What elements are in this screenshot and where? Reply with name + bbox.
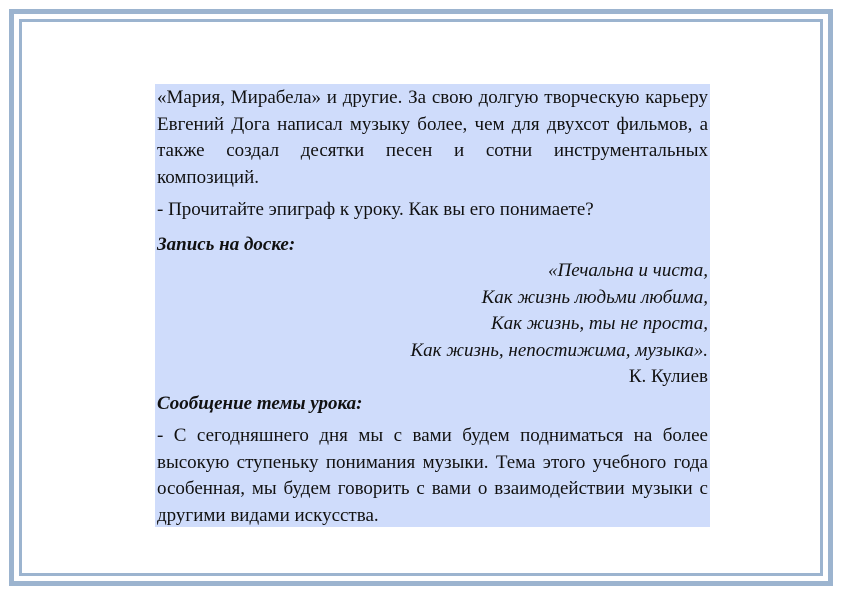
poem-line-3: Как жизнь, ты не проста, bbox=[491, 313, 708, 334]
epigraph-question: - Прочитайте эпиграф к уроку. Как вы его понимаете? bbox=[157, 199, 594, 220]
topic-heading: Сообщение темы урока: bbox=[157, 392, 363, 414]
topic-paragraph: - С сегодняшнего дня мы с вами будем подниматься на более высокую ступеньку понимания музыки. Тема этого учебного года особенная, мы будем говорить с вами о взаимодействии музыки с другими видами искусства. bbox=[157, 425, 708, 526]
poem-author: К. Кулиев bbox=[628, 366, 708, 387]
lesson-text-block bbox=[155, 84, 710, 527]
board-heading: Запись на доске: bbox=[157, 233, 296, 255]
epigraph-poem bbox=[157, 258, 708, 391]
poem-line-2: Как жизнь людьми любима, bbox=[481, 286, 708, 308]
poem-line-4: Как жизнь, непостижима, музыка». bbox=[410, 339, 708, 361]
intro-paragraph: «Мария, Мирабела» и другие. За свою долгую творческую карьеру Евгений Дога написал музыку более, чем для двухсот фильмов, а также создал десятки песен и сотни инструментальных композиций. bbox=[157, 87, 708, 188]
poem-line-1: «Печальна и чиста, bbox=[547, 260, 708, 281]
